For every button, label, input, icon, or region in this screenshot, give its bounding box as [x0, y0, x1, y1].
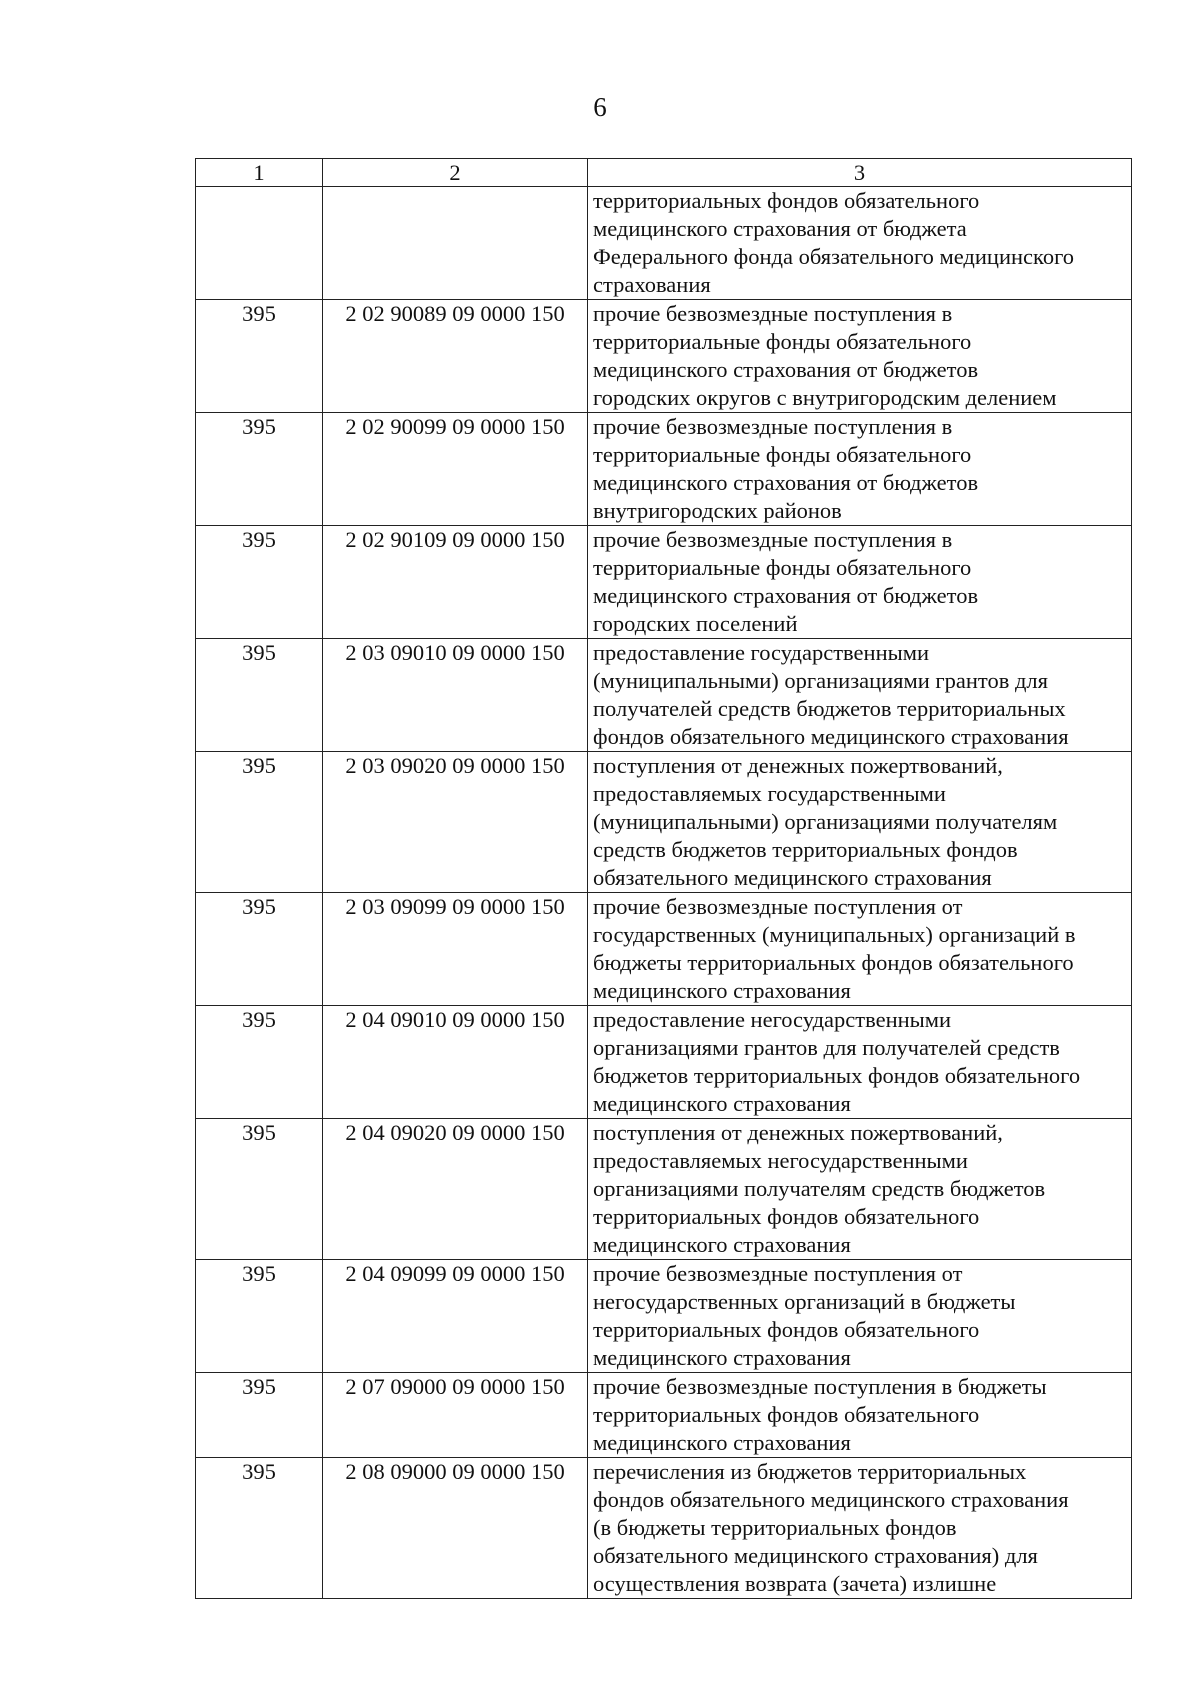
column-header-2: 2: [323, 159, 588, 187]
description-cell: [588, 187, 1132, 300]
description-line: прочие безвозмездные поступления от: [593, 1261, 963, 1286]
description-line: медицинского страхования: [593, 978, 851, 1003]
description-line: предоставляемых негосударственными: [593, 1148, 968, 1173]
admin-code-cell: 395: [196, 1373, 323, 1458]
admin-code-cell: 395: [196, 526, 323, 639]
description-line: поступления от денежных пожертвований,: [593, 1120, 1003, 1145]
description-cell: [588, 1458, 1132, 1599]
admin-code-cell: 395: [196, 1006, 323, 1119]
admin-code-cell: 395: [196, 1260, 323, 1373]
description-line: территориальных фондов обязательного: [593, 188, 980, 213]
table-row: [196, 639, 1132, 752]
description-line: государственных (муниципальных) организаций в: [593, 922, 1076, 947]
table-row: [196, 300, 1132, 413]
admin-code-cell: [196, 187, 323, 300]
page-number: 6: [593, 92, 607, 122]
description-cell: [588, 413, 1132, 526]
description-cell: [588, 300, 1132, 413]
description-line: прочие безвозмездные поступления в бюджеты: [593, 1374, 1047, 1399]
description-cell: [588, 1373, 1132, 1458]
table-row: [196, 1119, 1132, 1260]
description-line: территориальных фондов обязательного: [593, 1204, 980, 1229]
kbk-code-cell: 2 07 09000 09 0000 150: [323, 1373, 588, 1458]
kbk-code-cell: 2 03 09099 09 0000 150: [323, 893, 588, 1006]
kbk-code-cell: 2 04 09099 09 0000 150: [323, 1260, 588, 1373]
description-line: прочие безвозмездные поступления в: [593, 301, 953, 326]
table-header-row: [196, 159, 1132, 187]
description-line: городских поселений: [593, 611, 798, 636]
admin-code-cell: 395: [196, 413, 323, 526]
description-line: фондов обязательного медицинского страхования: [593, 1487, 1069, 1512]
description-line: прочие безвозмездные поступления в: [593, 414, 953, 439]
admin-code-cell: 395: [196, 300, 323, 413]
description-line: получателей средств бюджетов территориальных: [593, 696, 1066, 721]
description-line: Федерального фонда обязательного медицинского: [593, 244, 1074, 269]
table-row: [196, 893, 1132, 1006]
kbk-code-cell: 2 02 90109 09 0000 150: [323, 526, 588, 639]
description-line: обязательного медицинского страхования) для: [593, 1543, 1038, 1568]
description-line: медицинского страхования от бюджетов: [593, 357, 979, 382]
admin-code-cell: 395: [196, 1119, 323, 1260]
description-line: предоставление государственными: [593, 640, 930, 665]
column-header-3: 3: [588, 159, 1132, 187]
description-line: территориальные фонды обязательного: [593, 442, 972, 467]
description-line: медицинского страхования от бюджета: [593, 216, 967, 241]
description-cell: [588, 893, 1132, 1006]
table-body: [196, 159, 1132, 1599]
table-row: [196, 413, 1132, 526]
kbk-code-cell: 2 04 09020 09 0000 150: [323, 1119, 588, 1260]
kbk-code-cell: 2 02 90099 09 0000 150: [323, 413, 588, 526]
description-line: внутригородских районов: [593, 498, 842, 523]
kbk-code-cell: [323, 187, 588, 300]
budget-classification-table: [195, 158, 1132, 1599]
kbk-code-cell: 2 08 09000 09 0000 150: [323, 1458, 588, 1599]
table-row: [196, 187, 1132, 300]
description-line: медицинского страхования: [593, 1091, 851, 1116]
table-row: [196, 752, 1132, 893]
description-line: обязательного медицинского страхования: [593, 865, 992, 890]
description-line: медицинского страхования от бюджетов: [593, 470, 979, 495]
description-line: предоставляемых государственными: [593, 781, 946, 806]
table-row: [196, 526, 1132, 639]
description-line: территориальные фонды обязательного: [593, 555, 972, 580]
description-line: медицинского страхования: [593, 1232, 851, 1257]
description-line: медицинского страхования: [593, 1430, 851, 1455]
description-line: (муниципальными) организациями получателям: [593, 809, 1058, 834]
description-line: средств бюджетов территориальных фондов: [593, 837, 1018, 862]
description-cell: [588, 1260, 1132, 1373]
description-line: организациями получателям средств бюджетов: [593, 1176, 1046, 1201]
description-line: (в бюджеты территориальных фондов: [593, 1515, 957, 1540]
description-cell: [588, 1119, 1132, 1260]
kbk-code-cell: 2 02 90089 09 0000 150: [323, 300, 588, 413]
description-line: бюджетов территориальных фондов обязательного: [593, 1063, 1081, 1088]
table-row: [196, 1458, 1132, 1599]
table-row: [196, 1260, 1132, 1373]
table-row: [196, 1373, 1132, 1458]
kbk-code-cell: 2 04 09010 09 0000 150: [323, 1006, 588, 1119]
description-line: бюджеты территориальных фондов обязательного: [593, 950, 1074, 975]
admin-code-cell: 395: [196, 893, 323, 1006]
description-line: (муниципальными) организациями грантов для: [593, 668, 1048, 693]
description-cell: [588, 639, 1132, 752]
kbk-code-cell: 2 03 09010 09 0000 150: [323, 639, 588, 752]
description-line: страхования: [593, 272, 711, 297]
description-line: перечисления из бюджетов территориальных: [593, 1459, 1027, 1484]
description-line: медицинского страхования от бюджетов: [593, 583, 979, 608]
description-line: поступления от денежных пожертвований,: [593, 753, 1003, 778]
description-line: прочие безвозмездные поступления от: [593, 894, 963, 919]
kbk-code-cell: 2 03 09020 09 0000 150: [323, 752, 588, 893]
admin-code-cell: 395: [196, 1458, 323, 1599]
description-line: предоставление негосударственными: [593, 1007, 952, 1032]
column-header-1: 1: [196, 159, 323, 187]
description-line: осуществления возврата (зачета) излишне: [593, 1571, 997, 1596]
description-line: городских округов с внутригородским делением: [593, 385, 1057, 410]
description-line: медицинского страхования: [593, 1345, 851, 1370]
description-line: организациями грантов для получателей средств: [593, 1035, 1060, 1060]
description-line: территориальные фонды обязательного: [593, 329, 972, 354]
description-line: прочие безвозмездные поступления в: [593, 527, 953, 552]
description-cell: [588, 526, 1132, 639]
description-line: территориальных фондов обязательного: [593, 1402, 980, 1427]
description-line: фондов обязательного медицинского страхования: [593, 724, 1069, 749]
description-cell: [588, 1006, 1132, 1119]
description-cell: [588, 752, 1132, 893]
admin-code-cell: 395: [196, 752, 323, 893]
description-line: территориальных фондов обязательного: [593, 1317, 980, 1342]
admin-code-cell: 395: [196, 639, 323, 752]
table-row: [196, 1006, 1132, 1119]
description-line: негосударственных организаций в бюджеты: [593, 1289, 1016, 1314]
